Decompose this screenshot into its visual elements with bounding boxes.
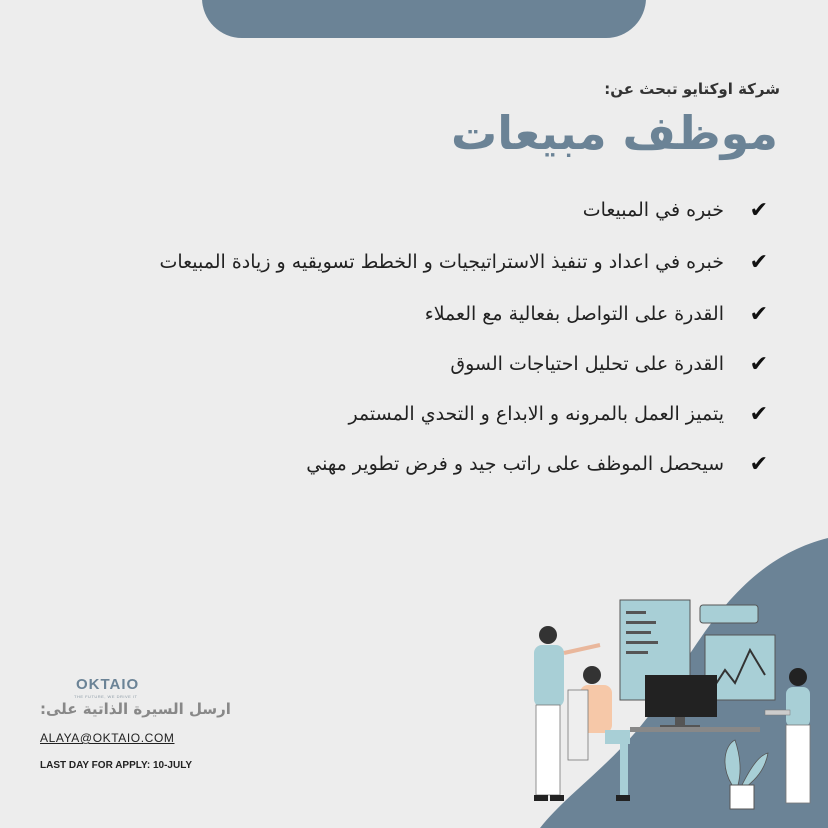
list-item: ✔ سيحصل الموظف على راتب جيد و فرض تطوير مهني bbox=[306, 451, 768, 477]
page-title: موظف مبيعات bbox=[451, 106, 778, 160]
check-icon: ✔ bbox=[749, 451, 768, 477]
check-icon: ✔ bbox=[749, 401, 768, 427]
list-item: ✔ خبره في اعداد و تنفيذ الاستراتيجيات و الخطط تسويقيه و زيادة المبيعات bbox=[159, 249, 768, 275]
check-icon: ✔ bbox=[749, 197, 768, 223]
company-logo: OKTAIO bbox=[76, 676, 140, 693]
last-day-text: LAST DAY FOR APPLY: 10-JULY bbox=[40, 760, 193, 771]
subtitle: شركة اوكتايو تبحث عن: bbox=[604, 80, 780, 98]
send-cv-label: ارسل السيرة الذاتية على: bbox=[40, 700, 231, 718]
check-icon: ✔ bbox=[749, 301, 768, 327]
check-icon: ✔ bbox=[749, 351, 768, 377]
logo-tagline: THE FUTURE, WE DRIVE IT bbox=[74, 694, 138, 699]
list-item: ✔ يتميز العمل بالمرونه و الابداع و التحدي المستمر bbox=[348, 401, 768, 427]
check-icon: ✔ bbox=[749, 249, 768, 275]
list-item: ✔ القدرة على تحليل احتياجات السوق bbox=[450, 351, 768, 377]
list-item: ✔ خبره في المبيعات bbox=[582, 197, 768, 223]
office-illustration bbox=[520, 595, 820, 815]
requirements-list bbox=[48, 185, 768, 489]
email-link[interactable]: ALAYA@OKTAIO.COM bbox=[40, 731, 175, 745]
list-item: ✔ القدرة على التواصل بفعالية مع العملاء bbox=[424, 301, 768, 327]
